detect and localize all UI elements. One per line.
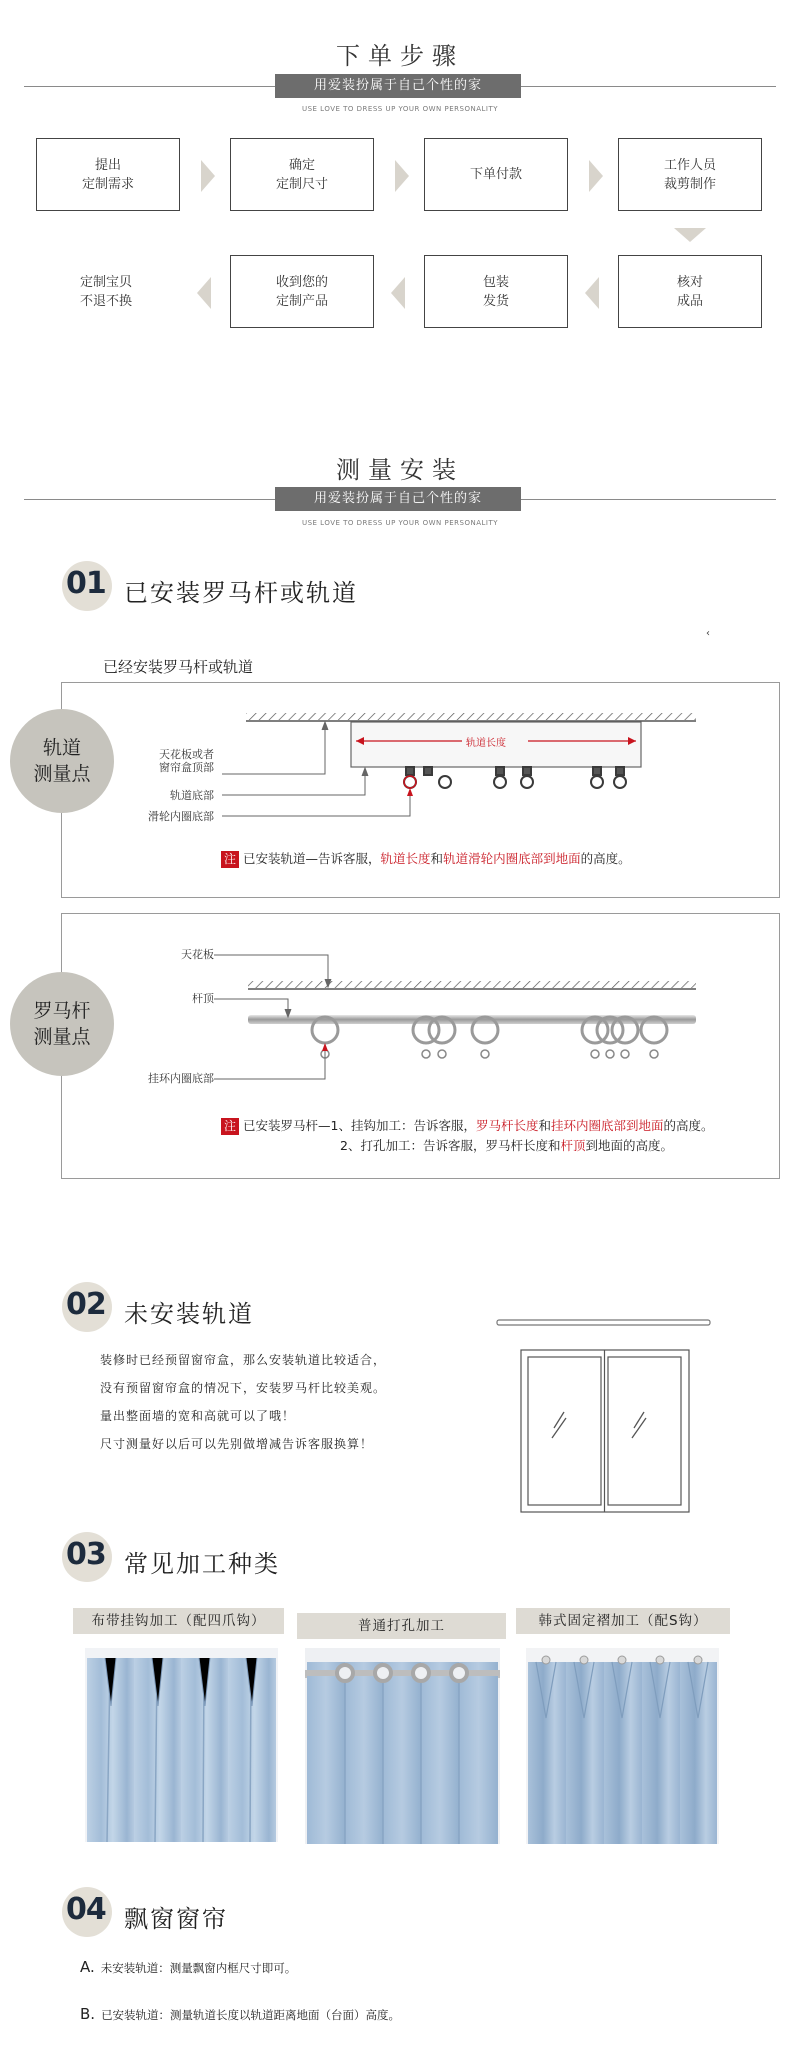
step-6: 包装 发货 <box>424 255 568 328</box>
install-text-line: 量出整面墙的宽和高就可以了哦！ <box>100 1409 296 1423</box>
step-2: 确定 定制尺寸 <box>230 138 374 211</box>
curtain-korean-pleat-image <box>526 1648 719 1844</box>
arrow-right-icon <box>201 160 215 192</box>
measure-section-banner: 用爱装扮属于自己个性的家 <box>275 487 521 511</box>
rod-diagram <box>140 935 720 1095</box>
window-icon <box>490 1310 720 1515</box>
rod-note-line1: 注 已安装罗马杆—1、挂钩加工：告诉客服，罗马杆长度和挂环内圈底部到地面的高度。 <box>221 1116 714 1135</box>
measure-section-banner-en: USE LOVE TO DRESS UP YOUR OWN PERSONALITY <box>301 519 499 527</box>
track-note: 注 已安装轨道—告诉客服，轨道长度和轨道滑轮内圈底部到地面的高度。 <box>221 849 631 868</box>
process-type-tab: 韩式固定褶加工（配S钩） <box>516 1608 730 1634</box>
measure-section-title: 测量安装 <box>336 456 464 484</box>
arrow-right-icon <box>589 160 603 192</box>
track-bottom-label: 轨道底部 <box>170 789 214 802</box>
section-heading: 已安装罗马杆或轨道 <box>124 579 358 607</box>
step-3: 下单付款 <box>424 138 568 211</box>
track-length-label: 轨道长度 <box>466 738 506 749</box>
rod-ring-label: 挂环内圈底部 <box>148 1072 214 1085</box>
note-badge: 注 <box>221 851 239 868</box>
order-section-banner: 用爱装扮属于自己个性的家 <box>275 74 521 98</box>
rod-note-line2: 2、打孔加工：告诉客服，罗马杆长度和杆顶到地面的高度。 <box>340 1138 673 1153</box>
section-number: 03 <box>66 1537 106 1572</box>
process-type-tab: 普通打孔加工 <box>297 1613 506 1639</box>
note-badge: 注 <box>221 1118 239 1135</box>
section-heading: 飘窗窗帘 <box>124 1905 228 1933</box>
install-text-line: 没有预留窗帘盒的情况下，安装罗马杆比较美观。 <box>100 1381 387 1395</box>
arrow-right-icon <box>395 160 409 192</box>
install-text-line: 装修时已经预留窗帘盒，那么安装轨道比较适合， <box>100 1353 387 1367</box>
curtain-tape-hook-image <box>85 1648 278 1842</box>
order-section-title: 下单步骤 <box>336 42 464 70</box>
rod-measure-circle: 罗马杆 测量点 <box>10 972 114 1076</box>
section-heading: 未安装轨道 <box>124 1300 254 1328</box>
process-type-tab: 布带挂钩加工（配四爪钩） <box>73 1608 284 1634</box>
arrow-down-icon <box>674 228 706 242</box>
stray-mark: ‹ <box>706 628 710 639</box>
step-4: 工作人员 裁剪制作 <box>618 138 762 211</box>
step-7: 收到您的 定制产品 <box>230 255 374 328</box>
order-section-banner-en: USE LOVE TO DRESS UP YOUR OWN PERSONALITY <box>301 105 499 113</box>
arrow-left-icon <box>585 277 599 309</box>
bay-window-item-b: B. 已安装轨道：测量轨道长度以轨道距离地面（台面）高度。 <box>80 2005 401 2023</box>
install-text-line: 尺寸测量好以后可以先别做增减告诉客服换算！ <box>100 1437 374 1451</box>
track-measure-circle: 轨道 测量点 <box>10 709 114 813</box>
arrow-left-icon <box>391 277 405 309</box>
bay-window-item-a: A. 未安装轨道：测量飘窗内框尺寸即可。 <box>80 1958 297 1976</box>
section-number: 02 <box>66 1287 106 1322</box>
rod-ceiling-label: 天花板 <box>181 948 214 961</box>
section-subheading: 已经安装罗马杆或轨道 <box>103 658 254 676</box>
section-number: 04 <box>66 1892 106 1927</box>
step-8: 定制宝贝 不退不换 <box>79 274 132 309</box>
curtain-grommet-image <box>305 1648 500 1844</box>
track-diagram <box>140 700 720 850</box>
track-pulley-label: 滑轮内圈底部 <box>148 810 214 823</box>
arrow-left-icon <box>197 277 211 309</box>
step-1: 提出 定制需求 <box>36 138 180 211</box>
track-ceiling-label: 天花板或者 窗帘盒顶部 <box>159 748 214 774</box>
section-heading: 常见加工种类 <box>124 1550 280 1578</box>
step-5: 核对 成品 <box>618 255 762 328</box>
rod-top-label: 杆顶 <box>192 992 214 1005</box>
section-number: 01 <box>66 566 106 601</box>
